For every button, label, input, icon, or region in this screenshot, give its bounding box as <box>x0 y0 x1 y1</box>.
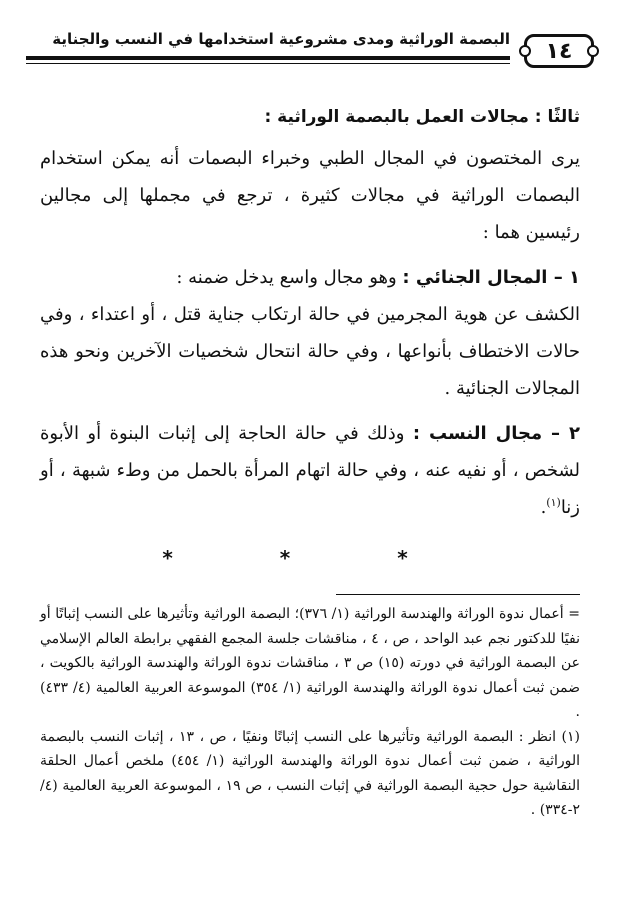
main-text <box>40 100 580 526</box>
footnote-1: (١) انظر : البصمة الوراثية وتأثيرها على النسب إثباتًا ونفيًا ، ص ، ١٣ ، إثبات النسب بالبصمة الوراثية ، ضمن ثبت أعمال ندوة الوراثة والهندسة الوراثية (١/ ٤٥٤) ملخص أعمال الحلقة النقاشية حول حجية البصمة الوراثية في إثبات النسب ، ص ١٩ ، الموسوعة العربية العالمية (٤/ ٢-٣٣٤) . <box>40 728 581 818</box>
item1-lead: وهو مجال واسع يدخل ضمنه : <box>176 267 403 288</box>
item2-end: . <box>540 497 547 518</box>
running-title: البصمة الوراثية ومدى مشروعية استخدامها في النسب والجناية <box>52 30 510 48</box>
footnote-ref[interactable]: (١) <box>546 496 561 509</box>
header-rule-thick <box>26 56 510 60</box>
intro-paragraph: يرى المختصون في المجال الطبي وخبراء البصمات أنه يمكن استخدام البصمات الوراثية في مجالات كثيرة ، ترجع في مجملها إلى مجالين رئيسين هما : <box>40 148 580 243</box>
page-number: ١٤ <box>524 34 594 68</box>
item1-body: الكشف عن هوية المجرمين في حالة ارتكاب جناية قتل ، أو اعتداء ، وفي حالات الاختطاف بأنواعها ، وفي حالة انتحال شخصيات الآخرين ونحو هذه المجالات الجنائية . <box>40 304 580 399</box>
footnote-rule <box>336 594 580 595</box>
page-header <box>26 30 596 74</box>
item1-paragraph <box>40 259 580 296</box>
item2-body: وذلك في حالة الحاجة إلى إثبات البنوة أو الأبوة لشخص ، أو نفيه عنه ، وفي حالة اتهام المرأة بالحمل من وطء شبهة ، أو زنا <box>40 423 580 518</box>
footnote-continued: = أعمال ندوة الوراثة والهندسة الوراثية (١/ ٣٧٦)؛ البصمة الوراثية وتأثيرها على النسب إثباتًا أو نفيًا للدكتور نجم عبد الواحد ، ص ، ٤ ، مناقشات جلسة المجمع الفقهي برابطة العالم الإسلامي عن البصمة الوراثية في دورته (١٥) ص ٣ ، مناقشات ندوة الوراثة والهندسة الوراثية بالكويت ، ضمن ثبت أعمال ندوة الوراثة والهندسة الوراثية (١/ ٣٥٤) الموسوعة العربية العالمية (٤/ ٤٣٣) . <box>40 606 581 720</box>
section-separator: * * * <box>162 546 458 570</box>
header-rule-thin <box>26 63 510 64</box>
item2-heading: ٢ – مجال النسب : <box>412 423 580 444</box>
footnotes <box>40 602 580 823</box>
item1-heading: ١ – المجال الجنائي : <box>402 267 580 288</box>
item2-paragraph <box>40 415 580 526</box>
section-heading: ثالثًا : مجالات العمل بالبصمة الوراثية : <box>264 107 580 127</box>
